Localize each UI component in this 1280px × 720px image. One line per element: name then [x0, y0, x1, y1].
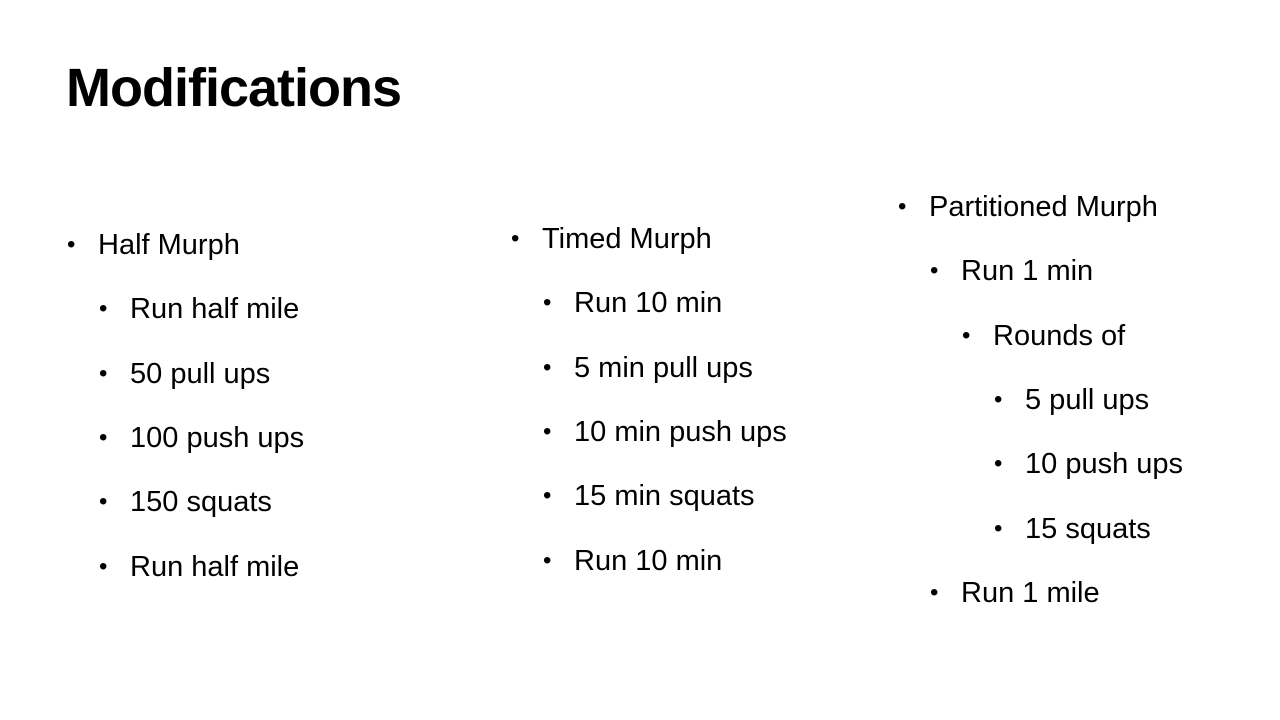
bullet-item: [543, 286, 723, 320]
bullet-item: [67, 228, 240, 262]
bullet-item: [99, 357, 271, 391]
bullet-item: [898, 190, 1158, 224]
bullet-text: 10 push ups: [1025, 448, 1184, 481]
bullet-text: 100 push ups: [130, 421, 305, 454]
bullet-icon: •: [99, 552, 108, 580]
bullet-item: [543, 544, 723, 578]
bullet-item: [930, 254, 1094, 288]
bullet-text: Run 1 min: [961, 255, 1094, 288]
bullet-icon: •: [543, 353, 552, 381]
bullet-text: Timed Murph: [542, 223, 712, 255]
bullet-text: 50 pull ups: [130, 357, 271, 390]
bullet-item: [994, 447, 1184, 481]
bullet-text: Run half mile: [130, 550, 300, 583]
bullet-icon: •: [99, 423, 108, 451]
bullet-icon: •: [898, 193, 907, 220]
bullet-item: [511, 222, 712, 256]
bullet-icon: •: [67, 231, 76, 258]
bullet-icon: •: [962, 321, 971, 349]
bullet-icon: •: [994, 450, 1003, 478]
bullet-text: 15 squats: [1025, 512, 1151, 545]
bullet-item: [930, 576, 1100, 610]
bullet-text: Run 10 min: [574, 544, 723, 577]
bullet-text: Run 10 min: [574, 287, 723, 320]
bullet-text: Rounds of: [993, 319, 1126, 352]
bullet-text: 10 min push ups: [574, 415, 787, 448]
bullet-item: [99, 421, 305, 455]
bullet-item: [543, 479, 755, 513]
bullet-icon: •: [99, 488, 108, 516]
bullet-text: 5 pull ups: [1025, 383, 1150, 416]
bullet-item: [543, 415, 787, 449]
bullet-text: 15 min squats: [574, 480, 755, 513]
bullet-icon: •: [994, 514, 1003, 542]
bullet-icon: •: [930, 257, 939, 285]
bullet-item: [962, 319, 1126, 353]
bullet-icon: •: [994, 385, 1003, 413]
bullet-icon: •: [543, 482, 552, 510]
bullet-item: [994, 383, 1150, 417]
bullet-icon: •: [99, 295, 108, 323]
bullet-icon: •: [543, 289, 552, 317]
bullet-item: [994, 512, 1151, 546]
bullet-text: 150 squats: [130, 486, 272, 519]
bullet-icon: •: [930, 578, 939, 606]
bullet-icon: •: [511, 225, 520, 252]
bullet-item: [99, 292, 300, 326]
bullet-text: Partitioned Murph: [929, 191, 1158, 223]
slide-title: Modifications: [66, 58, 401, 118]
bullet-icon: •: [99, 359, 108, 387]
bullet-text: 5 min pull ups: [574, 351, 753, 384]
bullet-item: [99, 550, 300, 584]
bullet-item: [543, 351, 753, 385]
bullet-item: [99, 485, 272, 519]
bullet-icon: •: [543, 546, 552, 574]
bullet-text: Run 1 mile: [961, 576, 1100, 609]
bullet-icon: •: [543, 417, 552, 445]
bullet-text: Run half mile: [130, 293, 300, 326]
bullet-text: Half Murph: [98, 229, 240, 261]
